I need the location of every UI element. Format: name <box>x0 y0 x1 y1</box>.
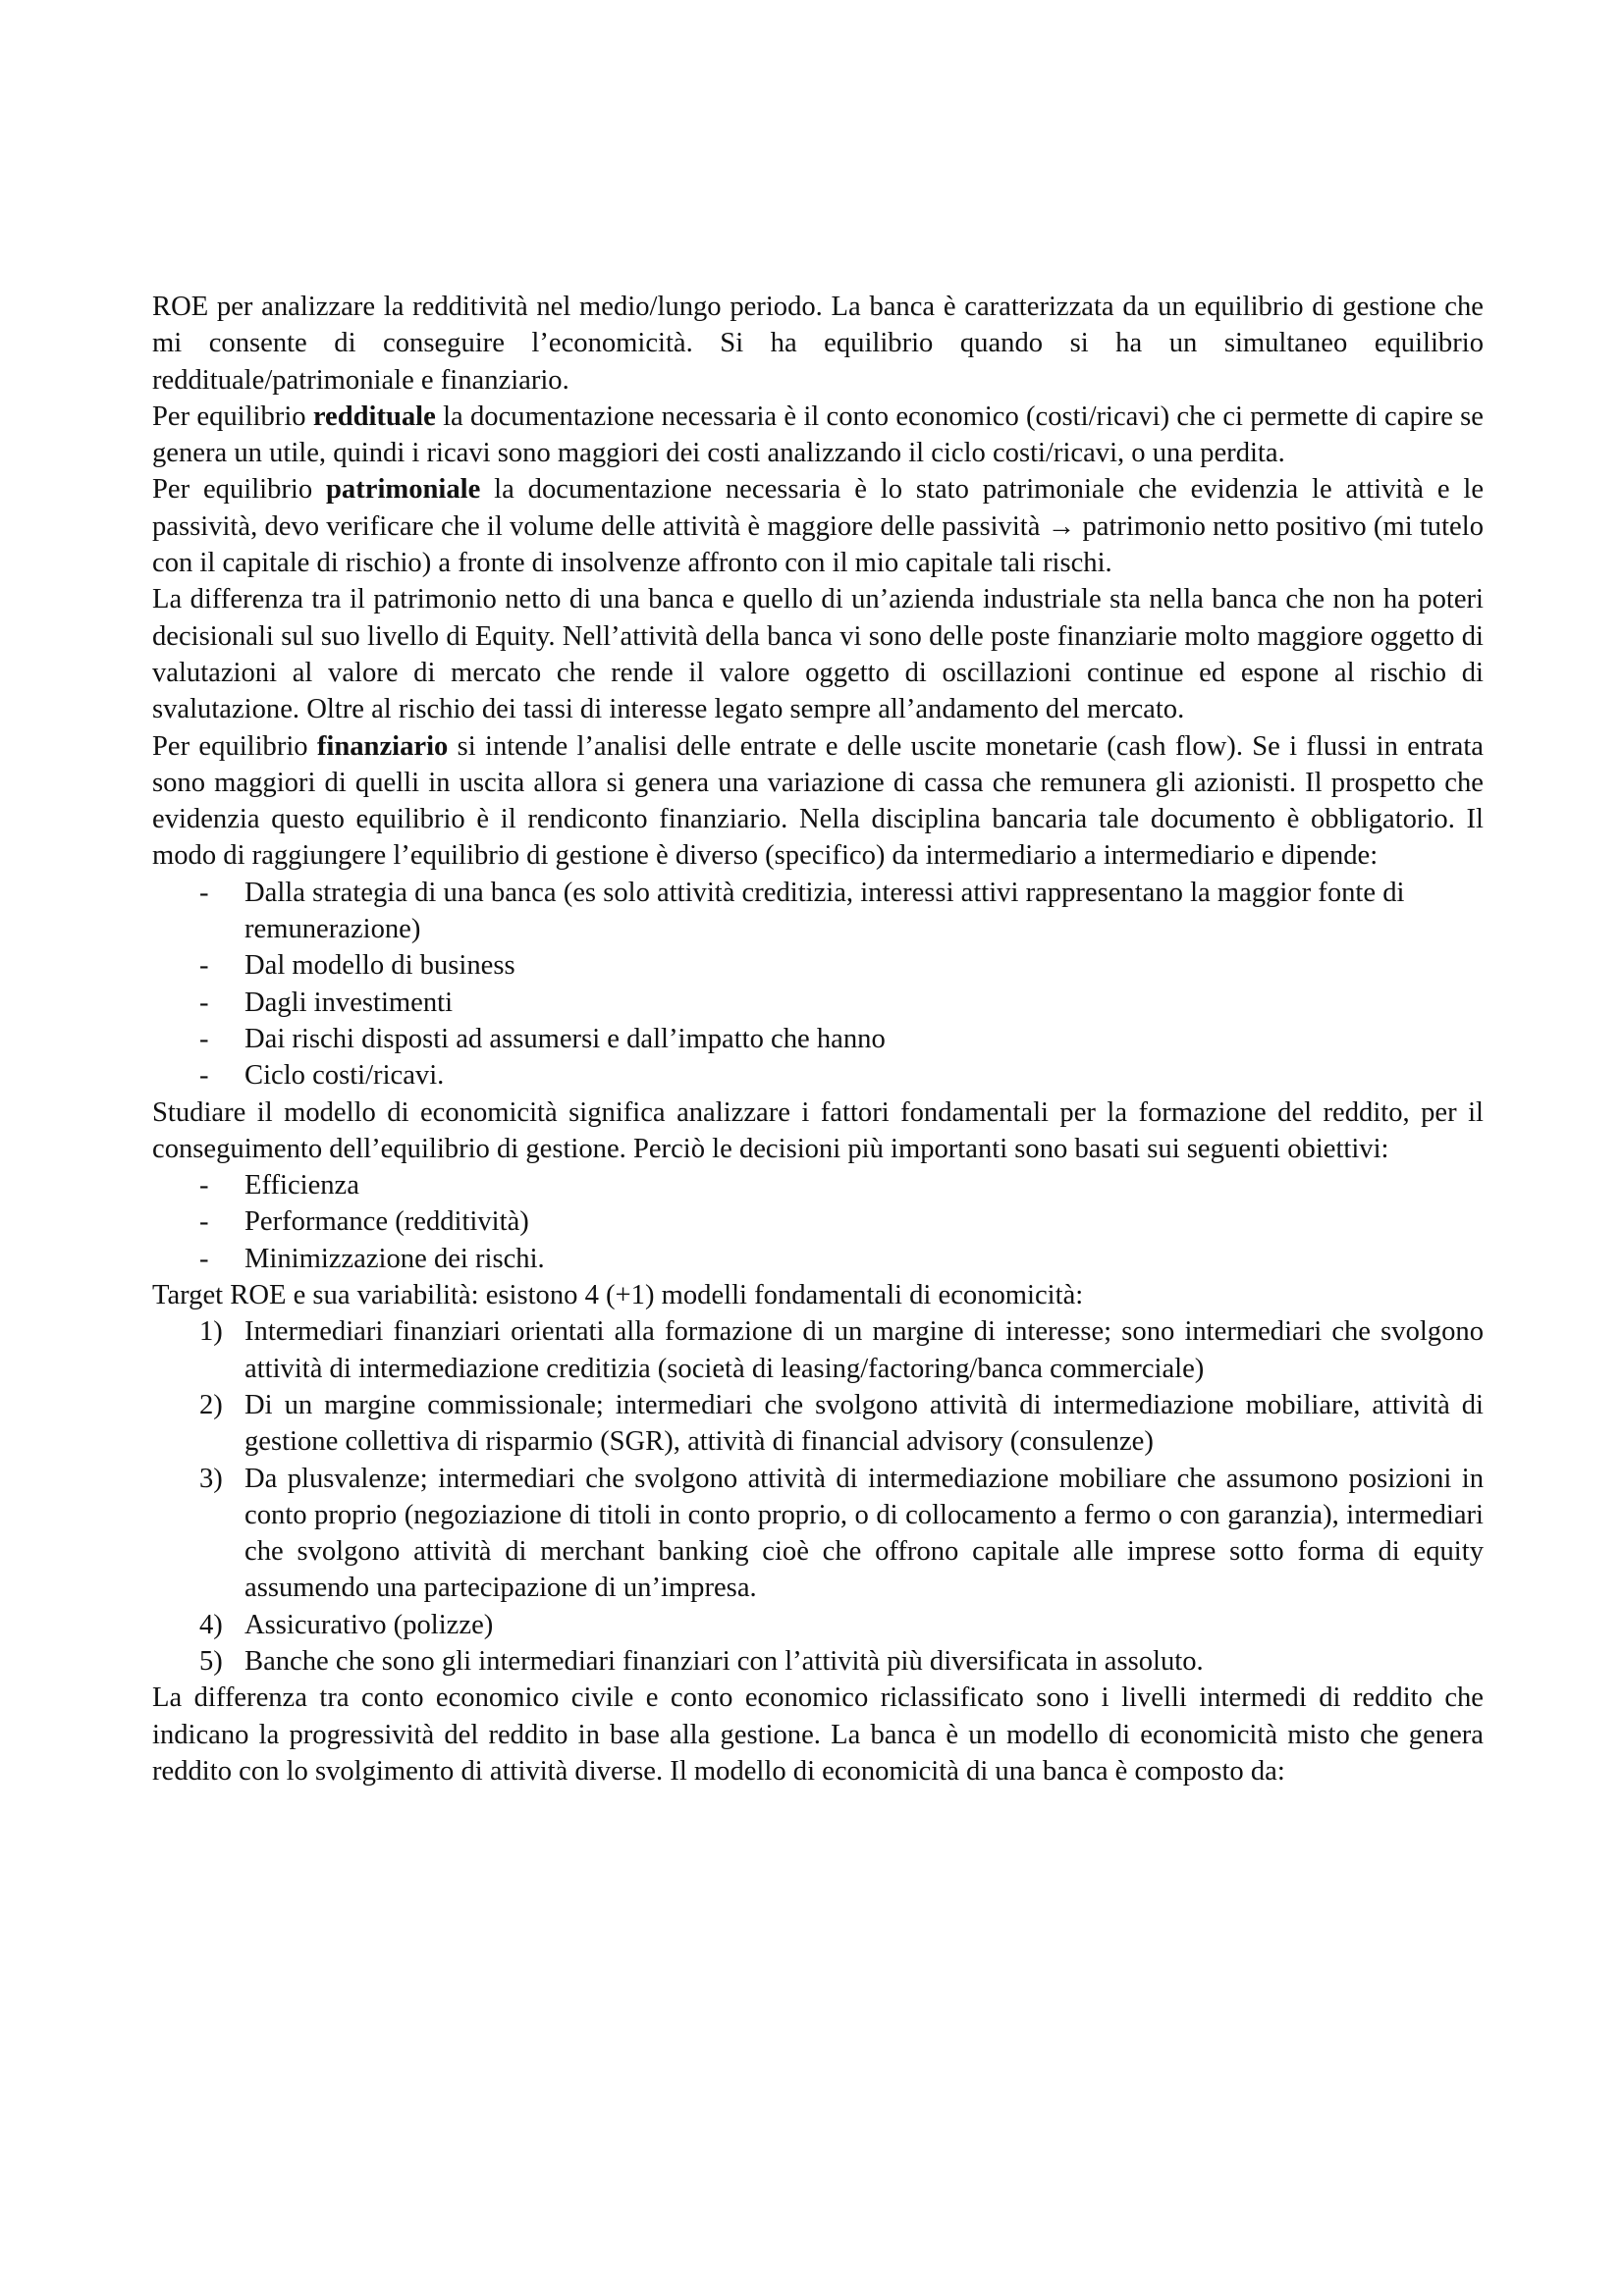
list-item <box>152 1203 1484 1240</box>
list-item <box>152 875 1484 948</box>
list-item-text: Dagli investimenti <box>244 987 454 1018</box>
list-item <box>152 1387 1484 1461</box>
list-item <box>152 1313 1484 1387</box>
list-item-text: Dal modello di business <box>244 950 515 982</box>
paragraph-conto-economico: La differenza tra conto economico civile e conto economico riclassificato sono i livelli intermedi di reddito che indicano la progressività del reddito in base alla gestione. La banca è un modello di economicità misto che genera reddito con lo svolgimento di attività diverse. Il modello di economicità di una banca è composto da: <box>152 1682 1484 1787</box>
list-marker: - <box>199 877 209 908</box>
list-marker: 3) <box>199 1463 223 1494</box>
list-marker: - <box>199 1243 209 1274</box>
paragraph-reddituale-body: la documentazione necessaria è il conto economico (costi/ricavi) che ci permette di capire se genera un utile, quindi i ricavi sono maggiori dei costi analizzando il ciclo costi/ricavi, o una perdita. <box>152 400 1484 469</box>
list-item <box>152 1643 1484 1680</box>
paragraph-roe-intro: ROE per analizzare la redditività nel medio/lungo periodo. La banca è caratterizzata da un equilibrio di gestione che mi consente di conseguire l’economicità. Si ha equilibrio quando si ha un simultaneo equilibrio reddituale/patrimoniale e finanziario. <box>152 292 1484 396</box>
paragraph-reddituale <box>152 399 1484 472</box>
keyword-reddituale: reddituale <box>312 400 436 432</box>
list-item <box>152 1021 1484 1057</box>
list-item <box>152 1607 1484 1643</box>
list-item-text: Intermediari finanziari orientati alla formazione di un margine di interesse; sono intermediari che svolgono attività di intermediazione creditizia (società di leasing/factoring/banca commerciale) <box>244 1316 1484 1384</box>
list-item <box>152 1167 1484 1203</box>
list-item-text: Minimizzazione dei rischi. <box>244 1243 545 1274</box>
list-item <box>152 1461 1484 1607</box>
list-item-text: Efficienza <box>244 1170 359 1201</box>
list-item-text: Ciclo costi/ricavi. <box>244 1060 445 1092</box>
list-item-text: Di un margine commissionale; intermediari che svolgono attività di intermediazione mobiliare, attività di gestione collettiva di risparmio (SGR), attività di financial advisory (consulenze) <box>244 1389 1484 1458</box>
paragraph-finanziario <box>152 728 1484 875</box>
paragraph-target-roe: Target ROE e sua variabilità: esistono 4 (+1) modelli fondamentali di economicità: <box>152 1280 1084 1311</box>
list-item-text: Assicurativo (polizze) <box>244 1609 494 1640</box>
list-marker: - <box>199 987 209 1018</box>
paragraph-patrimoniale-body: la documentazione necessaria è lo stato patrimoniale che evidenzia le attività e le passività, devo verificare che il volume delle attività è maggiore delle passività → patrimonio netto positivo (mi tutelo con il capitale di rischio) a fronte di insolvenze affronto con il mio capitale tali rischi. <box>152 474 1485 579</box>
paragraph-patrimonio-netto: La differenza tra il patrimonio netto di una banca e quello di un’azienda industriale sta nella banca che non ha poteri decisionali sul suo livello di Equity. Nell’attività della banca vi sono delle poste finanziarie molto maggiore oggetto di valutazioni al valore di mercato che rende il valore oggetto di oscillazioni continue ed espone al rischio di svalutazione. Oltre al rischio dei tassi di interesse legato sempre all’andamento del mercato. <box>152 584 1484 725</box>
list-item-text: Performance (redditività) <box>244 1206 529 1238</box>
list-marker: 2) <box>199 1389 223 1420</box>
list-item-text: Dai rischi disposti ad assumersi e dall’impatto che hanno <box>244 1023 886 1054</box>
list-item <box>152 985 1484 1021</box>
paragraph-patrimoniale-lead: Per equilibrio <box>152 474 327 506</box>
paragraph-patrimoniale <box>152 471 1484 581</box>
list-marker: - <box>199 1060 209 1092</box>
paragraph-finanziario-lead: Per equilibrio <box>152 730 317 762</box>
keyword-finanziario: finanziario <box>316 730 449 762</box>
document-body <box>152 289 1484 1789</box>
paragraph-economicita: Studiare il modello di economicità significa analizzare i fattori fondamentali per la formazione del reddito, per il conseguimento dell’equilibrio di gestione. Perciò le decisioni più importanti sono basati sui seguenti obiettivi: <box>152 1096 1484 1164</box>
list-dependencies <box>152 875 1484 1095</box>
paragraph-reddituale-lead: Per equilibrio <box>152 400 313 432</box>
list-item-text: Dalla strategia di una banca (es solo attività creditizia, interessi attivi rappresentano la maggior fonte di remunerazione) <box>244 877 1405 945</box>
list-marker: - <box>199 950 209 982</box>
list-models <box>152 1313 1484 1680</box>
list-marker: - <box>199 1170 209 1201</box>
list-objectives <box>152 1167 1484 1277</box>
list-marker: - <box>199 1023 209 1054</box>
keyword-patrimoniale: patrimoniale <box>326 474 481 506</box>
list-item-text: Da plusvalenze; intermediari che svolgono attività di intermediazione mobiliare che assumono posizioni in conto proprio (negoziazione di titoli in conto proprio, o di collocamento a fermo o con garanzia), intermediari che svolgono attività di merchant banking cioè che offrono capitale alle imprese sotto forma di equity assumendo una partecipazione di un’impresa. <box>244 1463 1484 1604</box>
list-marker: 1) <box>199 1316 223 1348</box>
list-item <box>152 1057 1484 1094</box>
list-marker: 5) <box>199 1645 223 1677</box>
list-item-text: Banche che sono gli intermediari finanziari con l’attività più diversificata in assoluto. <box>244 1645 1204 1677</box>
list-marker: 4) <box>199 1609 223 1640</box>
paragraph-finanziario-body: si intende l’analisi delle entrate e delle uscite monetarie (cash flow). Se i flussi in entrata sono maggiori di quelli in uscita allora si genera una variazione di cassa che remunera gli azionisti. Il prospetto che evidenzia questo equilibrio è il rendiconto finanziario. Nella disciplina bancaria tale documento è obbligatorio. Il modo di raggiungere l’equilibrio di gestione è diverso (specifico) da intermediario a intermediario e dipende: <box>152 730 1484 872</box>
list-item <box>152 1241 1484 1277</box>
list-item <box>152 947 1484 984</box>
list-marker: - <box>199 1206 209 1238</box>
